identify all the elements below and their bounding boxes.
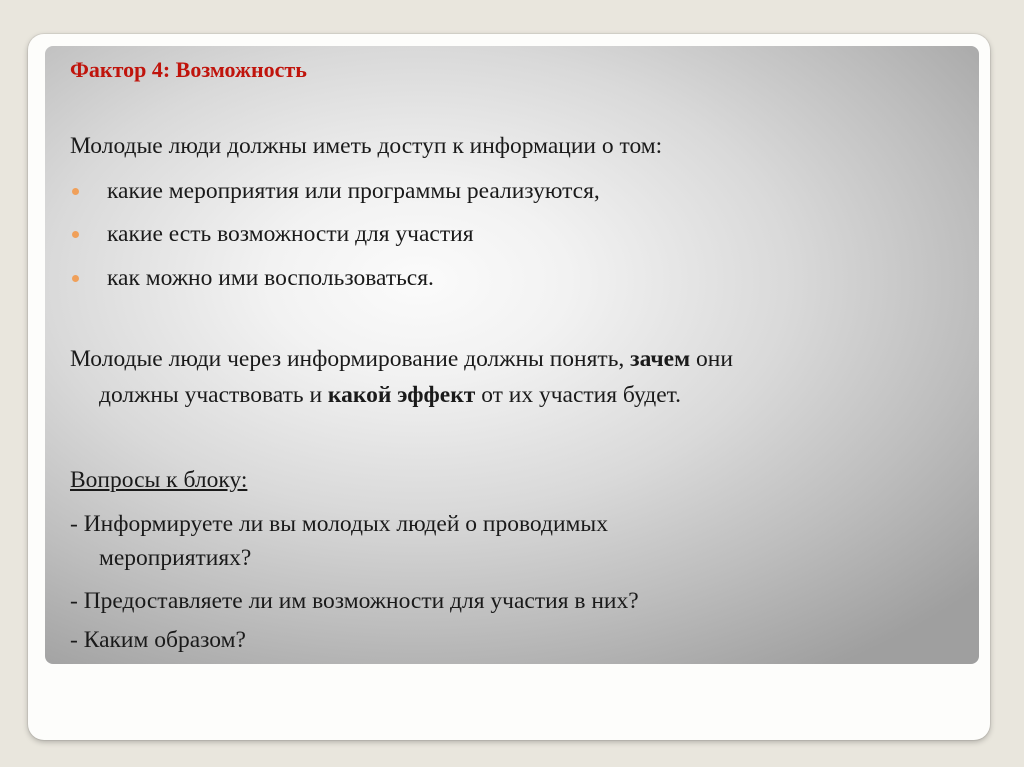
bullet-item: как можно ими воспользоваться. — [107, 265, 434, 291]
question-1: - Информируете ли вы молодых людей о проводимых — [70, 511, 608, 537]
questions-heading: Вопросы к блоку: — [70, 467, 248, 493]
paragraph-line-2 — [99, 380, 681, 410]
bullet-icon — [72, 275, 79, 282]
slide-content — [45, 46, 979, 664]
intro-text: Молодые люди должны иметь доступ к информации о том: — [70, 133, 663, 159]
bullet-icon — [72, 188, 79, 195]
paragraph-text: должны участвовать и — [99, 382, 328, 408]
bullet-item: какие мероприятия или программы реализуются, — [107, 178, 600, 204]
question-3: - Каким образом? — [70, 627, 246, 653]
question-2: - Предоставляете ли им возможности для участия в них? — [70, 588, 639, 614]
question-1-continued: мероприятиях? — [99, 545, 252, 571]
emphasis-effect: какой эффект — [327, 382, 476, 408]
paragraph-text: они — [690, 346, 733, 372]
slide-title: Фактор 4: Возможность — [70, 57, 307, 82]
bullet-icon — [72, 231, 79, 238]
paragraph-line-1 — [70, 344, 733, 374]
emphasis-why: зачем — [630, 346, 691, 372]
bullet-item: какие есть возможности для участия — [107, 221, 474, 247]
paragraph-text: Молодые люди через информирование должны понять, — [70, 346, 631, 372]
paragraph-text: от их участия будет. — [475, 382, 682, 408]
